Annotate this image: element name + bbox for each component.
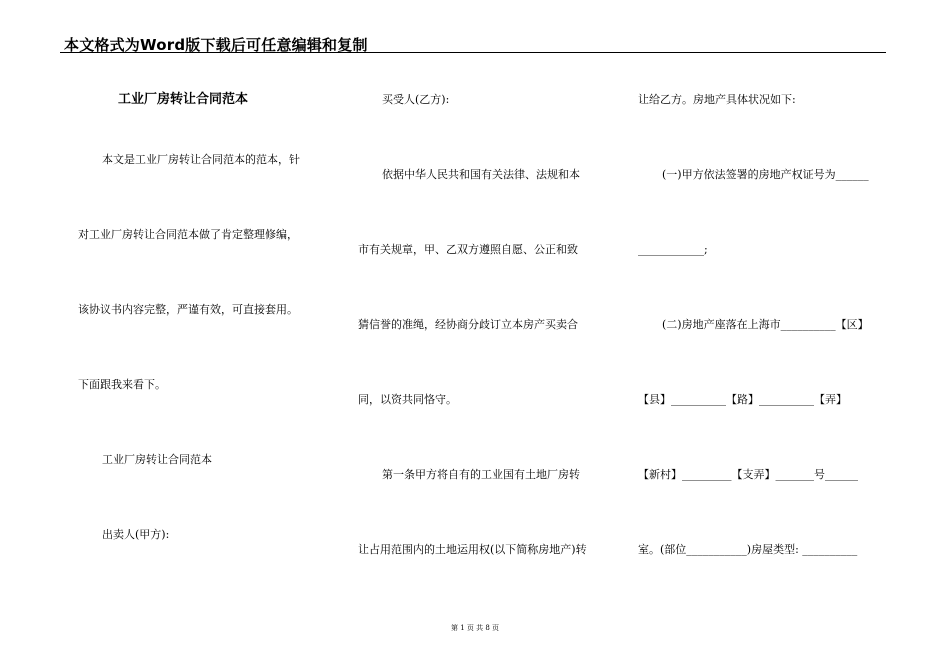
paragraph-line: 该协议书内容完整，严谨有效，可直接套用。 [78, 303, 298, 316]
property-cert-line: ____________; [638, 243, 708, 256]
seller-party-label: 出卖人(甲方): [102, 528, 170, 541]
paragraph-line: 依据中华人民共和国有关法律、法规和本 [382, 168, 580, 181]
paragraph-line: 同，以资共同恪守。 [358, 393, 457, 406]
text-column-2 [358, 0, 628, 672]
paragraph-line: 让给乙方。房地产具体状况如下: [638, 93, 796, 106]
paragraph-line: 对工业厂房转让合同范本做了肯定整理修编， [78, 228, 298, 241]
property-location-line: 【新村】_________【支弄】_______号______ [638, 468, 858, 481]
text-column-1 [78, 0, 348, 672]
paragraph-line: 猜信誉的准绳，经协商分歧订立本房产买卖合 [358, 318, 578, 331]
property-type-line: 室。(部位___________)房屋类型: __________ [638, 543, 858, 556]
property-cert-line: (一)甲方依法签署的房地产权证号为______ [662, 168, 869, 181]
page-number-footer: 第 1 页 共 8 页 [450, 624, 500, 632]
paragraph-line: 本文是工业厂房转让合同范本的范本，针 [102, 153, 300, 166]
document-title: 工业厂房转让合同范本 [118, 92, 249, 107]
paragraph-line: 下面跟我来看下。 [78, 378, 166, 391]
property-location-line: (二)房地产座落在上海市__________【区】 [662, 318, 869, 331]
paragraph-line: 市有关规章，甲、乙双方遵照自愿、公正和致 [358, 243, 578, 256]
article-line: 让占用范围内的土地运用权(以下简称房地产)转 [358, 543, 587, 556]
article-line: 第一条甲方将自有的工业国有土地厂房转 [382, 468, 580, 481]
section-heading: 工业厂房转让合同范本 [102, 453, 212, 466]
text-column-3 [638, 0, 908, 672]
document-header-banner: 本文格式为Word版下载后可任意编辑和复制 [64, 36, 368, 54]
buyer-party-label: 买受人(乙方): [382, 93, 450, 106]
property-location-line: 【县】__________【路】__________【弄】 [638, 393, 847, 406]
